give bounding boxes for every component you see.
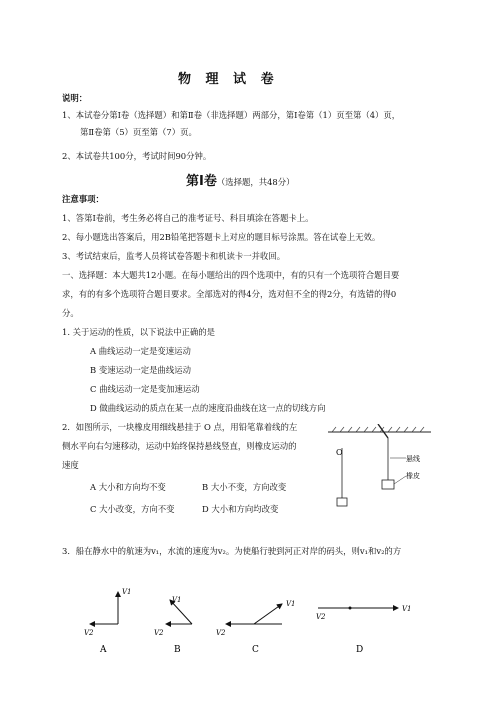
q1-option-a: A 曲线运动一定是变速运动 [90,346,191,356]
q2-option-c: C 大小改变，方向不变 [90,504,175,514]
eraser-right [382,480,394,489]
attention-1: 1、答第Ⅰ卷前，考生务必将自己的准考证号、科目填涂在答题卡上。 [62,213,314,223]
q2-figure [326,424,436,514]
note-2: 2、本试卷共100分，考试时间90分钟。 [62,151,212,161]
section-intro-line-1: 一、选择题：本大题共12小题。在每小题给出的四个选项中，有的只有一个选项符合题目要 [62,270,400,280]
attention-label: 注意事项： [62,194,104,204]
section-intro-line-3: 分。 [62,308,79,318]
part1-subtitle: （选择题，共48分） [216,177,295,187]
notes-label: 说明： [62,93,88,103]
q1-option-d: D 做曲线运动的质点在某一点的速度沿曲线在这一点的切线方向 [90,403,326,413]
q3-figure-d [316,605,412,654]
page-title: 物 理 试 卷 [178,72,279,87]
q3-figure-a [84,588,132,654]
fig-label-d: D [356,645,364,654]
v2-label-b: V2 [154,629,164,637]
q2-option-d: D 大小和方向均改变 [202,504,279,514]
point-o-label: O [336,448,343,457]
attention-2: 2、每小题选出答案后，用2B铅笔把答题卡上对应的题目标号涂黑。答在试卷上无效。 [62,232,381,242]
ceiling-hatch [332,427,424,432]
q2-stem-line-2: 侧水平向右匀速移动，运动中始终保持悬线竖直，则橡皮运动的 [62,441,297,451]
eraser-label: 橡皮 [406,472,420,480]
fig-label-c: C [252,645,259,654]
v2-label-c: V2 [216,629,226,637]
q3-figure-b [154,596,192,654]
v1-label-b: V1 [172,596,182,604]
v1-label-d: V1 [402,605,412,613]
q2-stem-line-1: 2．如图所示，一块橡皮用细线悬挂于 O 点，用铅笔靠着线的左 [62,422,298,432]
q2-stem-line-3: 速度 [62,460,79,470]
fig-label-b: B [174,645,181,654]
v2-label-d: V2 [316,613,326,621]
part1-heading [186,170,295,189]
pencil [378,424,388,438]
section-intro-line-2: 求，有的有多个选项符合题目要求。全部选对的得4分，选对但不全的得2分，有选错的得0 [62,289,397,299]
q1-stem: 1. 关于运动的性质，以下说法中正确的是 [62,327,216,337]
v1-label-c: V1 [286,600,296,608]
q3-figures [70,582,450,654]
q3-stem: 3．船在静水中的航速为v₁，水流的速度为v₂。为使船行驶到河正对岸的码头，则v₁和v₂的方 [62,546,402,556]
part1-title: 第Ⅰ卷 [186,174,217,189]
q1-option-b: B 变速运动一定是曲线运动 [90,365,191,375]
fig-label-a: A [100,645,107,654]
note-1-line-2: 第Ⅱ卷第（5）页至第（7）页。 [80,127,197,137]
eraser-left [337,498,347,506]
suspend-line-label: 悬线 [406,455,420,463]
v2-label-a: V2 [84,629,94,637]
q2-option-b: B 大小不变，方向改变 [202,482,287,492]
q3-figure-c [216,600,296,654]
q2-option-a: A 大小和方向均不变 [90,482,166,492]
v1-label-a: V1 [122,588,132,596]
note-1-line-1: 1、本试卷分第Ⅰ卷（选择题）和第Ⅱ卷（非选择题）两部分，第Ⅰ卷第（1）页至第（4）页， [62,110,401,120]
q1-option-c: C 曲线运动一定是变加速运动 [90,384,200,394]
attention-3: 3、考试结束后，监考人员将试卷答题卡和机读卡一并收回。 [62,251,286,261]
